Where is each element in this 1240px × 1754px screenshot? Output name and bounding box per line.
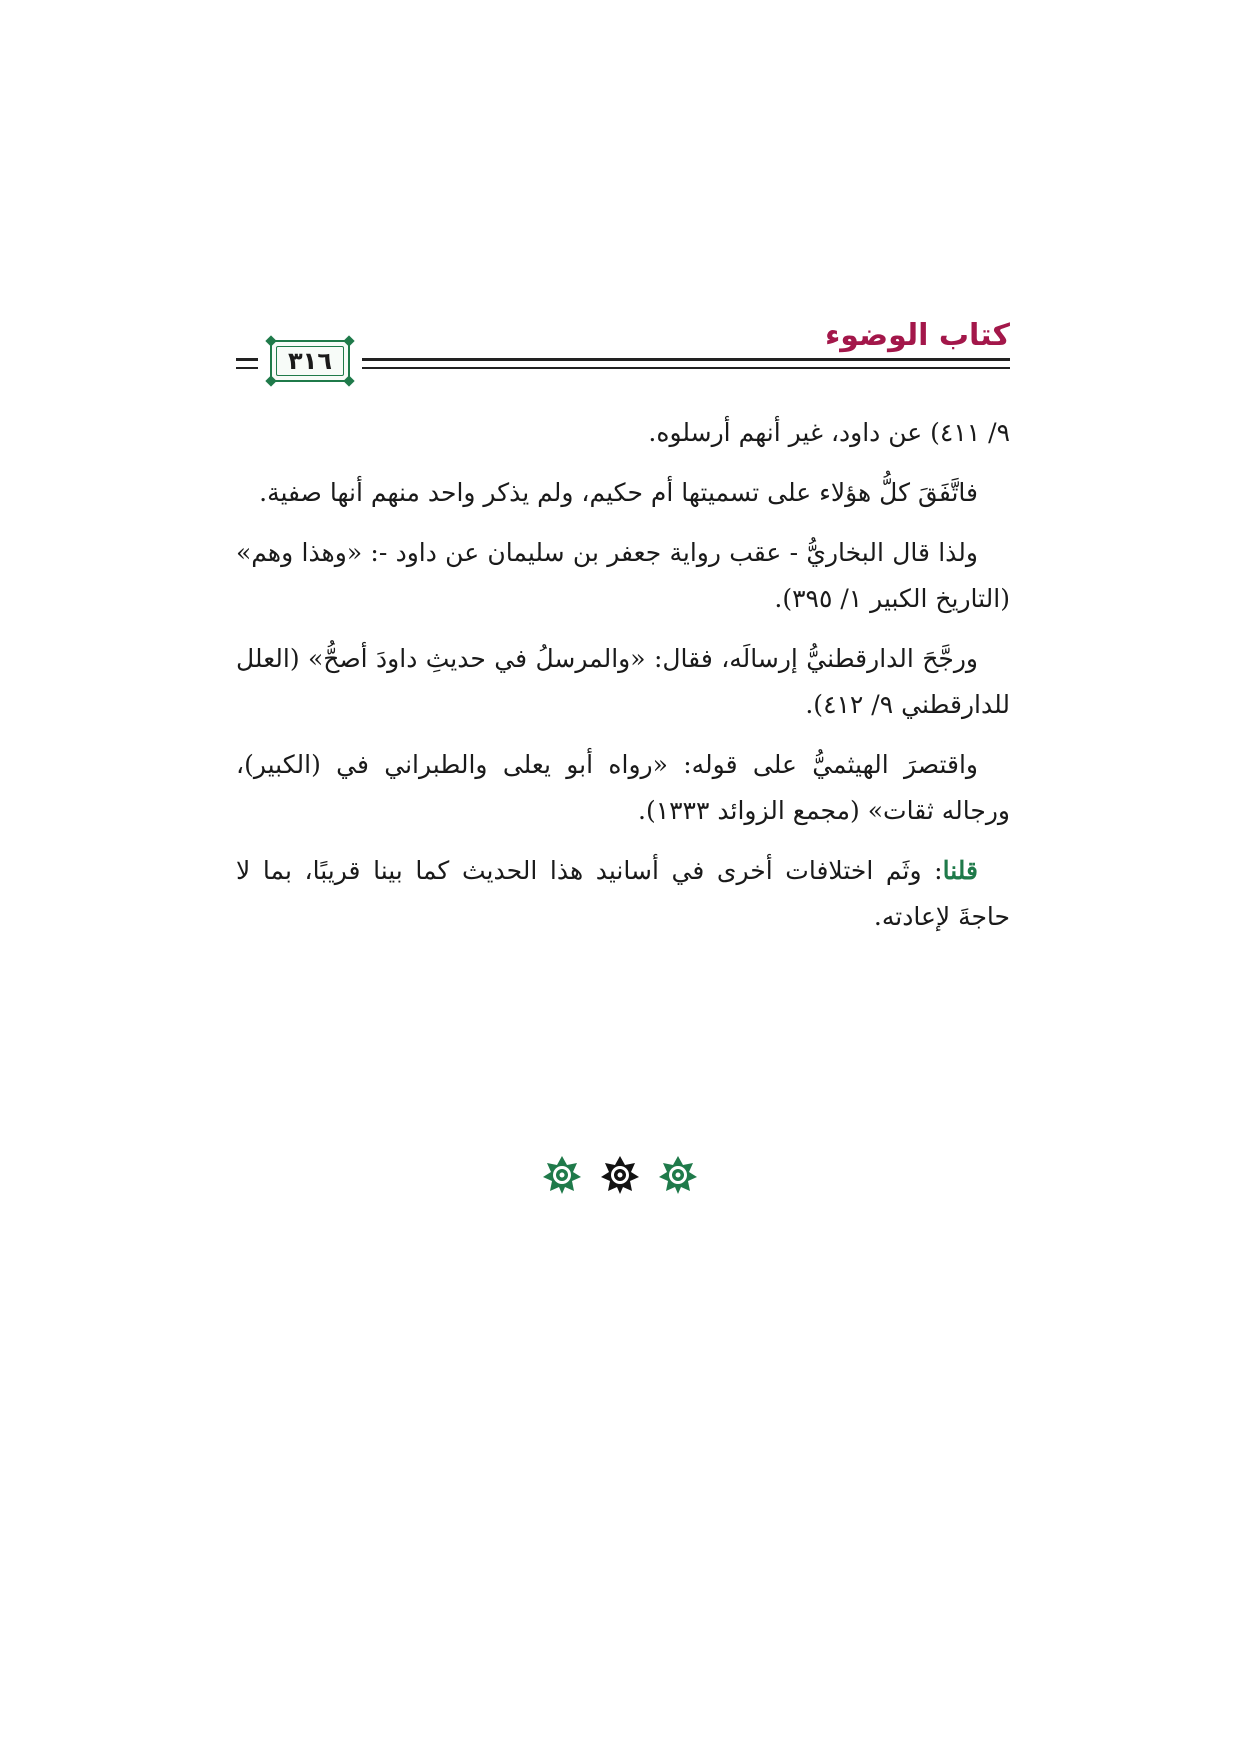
paragraph: واقتصرَ الهيثميُّ على قوله: «رواه أبو يعلى والطبراني في (الكبير)، ورجاله ثقات» (مجمع الزوائد ١٣٣٣).: [236, 750, 1010, 825]
paragraph: فاتَّفَقَ كلُّ هؤلاء على تسميتها أم حكيم، ولم يذكر واحد منهم أنها صفية.: [259, 478, 978, 507]
qulna-keyword: قلنا: [942, 856, 978, 885]
page-body: [236, 410, 1010, 954]
star-ornament-icon: [600, 1155, 640, 1195]
header-rule: [362, 367, 1010, 369]
paragraph: ٩/ ٤١١) عن داود، غير أنهم أرسلوه.: [648, 418, 1010, 447]
final-paragraph-text: : وثَم اختلافات أخرى في أسانيد هذا الحديث كما بينا قريبًا، بما لا حاجةَ لإعادته.: [236, 856, 1010, 931]
star-ornament-icon: [658, 1155, 698, 1195]
badge-corner-icon: [265, 375, 276, 386]
header-rule: [236, 358, 258, 361]
section-end-ornaments: [0, 1155, 1240, 1195]
badge-corner-icon: [343, 375, 354, 386]
page-header: [236, 318, 1010, 390]
paragraph: ولذا قال البخاريُّ - عقب رواية جعفر بن سليمان عن داود -: «وهذا وهم» (التاريخ الكبير ١/ ٣٩٥).: [236, 538, 1010, 613]
star-ornament-icon: [542, 1155, 582, 1195]
page-number: ٣١٦: [288, 347, 332, 375]
badge-corner-icon: [265, 335, 276, 346]
page-number-badge: [270, 340, 350, 382]
header-rule: [362, 358, 1010, 361]
book-title: كتاب الوضوء: [824, 318, 1010, 353]
paragraph: ورجَّحَ الدارقطنيُّ إرسالَه، فقال: «والمرسلُ في حديثِ داودَ أصحُّ» (العلل للدارقطني ٩/ ٤١٢).: [236, 644, 1010, 719]
header-rule: [236, 367, 258, 369]
badge-corner-icon: [343, 335, 354, 346]
final-paragraph: [236, 848, 1010, 940]
